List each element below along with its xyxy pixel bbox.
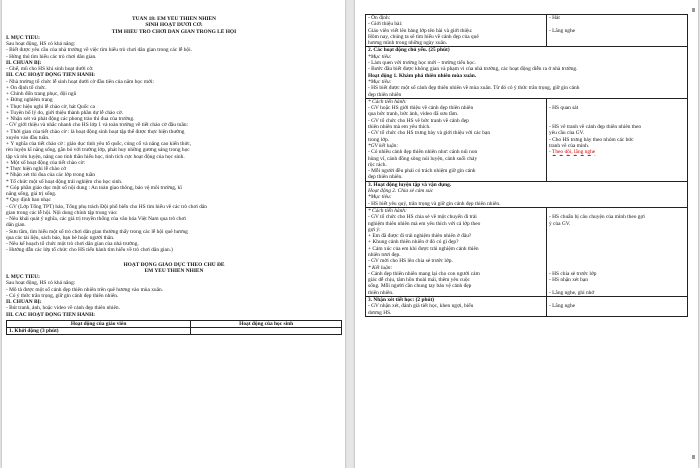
text-line: * Thực hiện nghi lễ chào cờ — [6, 166, 67, 172]
cell-line: *Mục tiêu: — [368, 78, 392, 85]
text-line: - Nêu khái quát ý nghĩa, các giá trị truyền thống của văn hóa Việt Nam qua trò chơi — [6, 216, 186, 222]
cell-line: thiên nhiên. — [368, 289, 394, 296]
text-line: + Thời gian của tiết chào cờ : là hoạt động sinh hoạt tập thể được thực hiện thường — [6, 128, 185, 135]
teacher-cell — [366, 181, 688, 207]
student-cell — [547, 15, 688, 47]
cell-line: - GV tổ chức cho HS chia sẻ về một chuyến đi trải — [368, 214, 477, 221]
table-row — [366, 181, 688, 207]
text-line: dân gian. — [6, 222, 26, 229]
text-line: II. CHUẨN BỊ: — [6, 59, 42, 66]
cell-line: 2. Các hoạt động chủ yếu. (25 phút) — [368, 47, 450, 54]
cell-line: nghiệm thiên nhiên mà em yêu thích với cả lớp theo — [368, 220, 481, 227]
text-line: Sau hoạt động, HS có khả năng: — [6, 41, 76, 47]
text-line: - Nhà trường tổ chức lễ sinh hoạt dưới cờ đầu tiên của năm học mới: — [6, 78, 154, 85]
cell-line: * Cách tiến hành: — [368, 98, 407, 105]
text-line: + Ý nghĩa của tiết chào cờ : giáo dục tình yêu tổ quốc, củng cố và nâng cao kiến thức, — [6, 141, 192, 147]
spacer — [6, 254, 342, 262]
text-line: I. MỤC TIÊU: — [6, 34, 40, 41]
cell-line: đẹp thiên nhiên. — [368, 174, 403, 181]
text-line: - Bút tranh, ảnh, hoặc video về cảnh đẹp thiên nhiên. — [6, 305, 120, 312]
cell-line: - HS quan sát — [549, 105, 579, 112]
cell-line: qua bức tranh, bức ảnh, video đã sưu tầm. — [368, 111, 459, 118]
text-line: + Chỉnh đốn trang phục, đội ngũ — [6, 91, 77, 97]
cell-line: nhiên tươi đẹp. — [368, 251, 401, 258]
text-line: tập và rèn luyện, nâng cao tinh thần hiếu học, tinh tích cực hoạt động của học sinh. — [6, 153, 185, 160]
text-line: - Biết được yêu cầu của nhà trường về việc tìm hiểu trò chơi dân gian trong các lễ hội. — [6, 47, 192, 54]
text-line: năng sống, giá trị sống. — [6, 191, 57, 197]
cell-line: - HS chia sẻ trước lớp — [549, 270, 597, 277]
cell-line: hùng vĩ, cánh đồng sông núi luyện, cánh suối chảy — [368, 155, 478, 162]
cell-line: Hoạt động 1. Khám phá thiên nhiên mùa xuân. — [368, 72, 477, 79]
activity-table — [6, 320, 342, 336]
text-line: - Nêu kế hoạch tổ chức một trò chơi dân gian của nhà trường. — [6, 241, 139, 247]
lesson-table — [365, 14, 688, 317]
table-row — [366, 15, 688, 47]
cell-line: - Lắng nghe, ghi nhớ — [549, 289, 595, 296]
cell-line: * Kết luận: — [368, 264, 393, 271]
table-row — [366, 297, 688, 317]
text-line: - GV giới thiệu và nhắc nhanh cho HS lớp 1 và toàn trường về tiết chào cờ đầu tuần: — [6, 122, 189, 129]
student-cell — [547, 98, 688, 181]
text-line: * Quy định ban nhạc — [6, 197, 51, 204]
text-line: - Có ý thức trân trọng, giữ gìn cảnh đẹp thiên nhiên. — [6, 292, 119, 299]
text-line: + Nhận xét và phát động các phong trào thi đua của trường. — [6, 116, 135, 122]
cell-line: - Bước đầu biết được không gian và phạm vi của nhà trường, các hoạt động diễn ra ở nhà trường. — [368, 66, 578, 73]
cell-line: + Em đã được đi trải nghiệm thiên nhiên ở đâu? — [368, 233, 472, 240]
cell-line: - Lắng nghe — [549, 27, 576, 34]
cell-line: - GV nhận xét, đánh giá tiết học, khen ngợi, biểu — [368, 303, 474, 310]
student-cell — [547, 207, 688, 296]
text-line: - Hứng thú tìm hiểu các trò chơi dân gian. — [6, 53, 97, 60]
cell-line: - Làm quen với trường học mới – trường tiểu học. — [368, 60, 476, 67]
text-line: gian trong các lễ hội. Nội dung chính tập trung vào: — [6, 209, 118, 216]
text-line: II. CHUẨN BỊ: — [6, 299, 42, 305]
right-page — [355, 0, 698, 468]
heading-line: TUẦN 18: EM YÊU THIÊN NHIÊN — [131, 16, 216, 22]
cell-line: hương mình trong những ngày xuân. — [368, 40, 448, 47]
teacher-cell — [366, 98, 547, 181]
teacher-cell — [366, 47, 688, 98]
cell-line: *Mục tiêu: — [368, 53, 392, 60]
cell-line: 3. Nhận xét tiết học: (2 phút) — [368, 297, 435, 304]
cell-line: - HS vẽ tranh về cảnh đẹp thiên nhiên theo — [549, 124, 642, 131]
cell-line: Hoạt động 2. Chia sẻ cảm xúc — [368, 188, 434, 195]
teacher-cell — [366, 297, 547, 317]
left-page — [2, 0, 345, 468]
cell-line: - GV mời cho HS lên chia sẻ trước lớp. — [368, 258, 453, 265]
cell-line: sống. Mỗi người cần chung tay bảo vệ cảnh đẹp — [368, 283, 472, 290]
cell-line: - Cảnh đẹp thiên nhiên mang lại cho con người cảm — [368, 270, 480, 277]
heading-line: TÌM HIỂU TRÒ CHƠI DÂN GIAN TRONG LỄ HỘI — [111, 28, 237, 35]
cell-line: - HS biết được một số cảnh đẹp thiên nhiên về mùa xuân. Từ đó có ý thức trân trọng, giữ gìn cảnh — [368, 85, 580, 92]
cell-line: tranh vẽ của mình. — [549, 142, 590, 149]
cell-line: Hôm nay, chúng ta sẽ tìm hiểu về cảnh đẹp của quê — [368, 33, 479, 40]
text-line: + Đứng nghiêm trang — [6, 97, 53, 104]
cell-line: rộc rách. — [368, 161, 387, 168]
cell-line: đẹp thiên nhiên — [368, 91, 402, 98]
cell-line: thiên nhiên mà em yêu thích. — [368, 124, 431, 131]
cell-line: - Giới thiệu bài: — [368, 21, 403, 28]
text-line: - Ghế, mũ cho HS khi sinh hoạt dưới cờ. — [6, 66, 94, 72]
column-header: Hoạt động của giáo viên — [7, 320, 191, 327]
cell-line: - GV tổ chức cho HS vẽ bức tranh về cảnh đẹp — [368, 117, 469, 124]
text-line: Sau hoạt động, HS có khả năng: — [6, 280, 76, 287]
cell-line: - GV tổ chức cho HS trưng bày và giới thiệu với các bạn — [368, 130, 491, 137]
heading-line: HOẠT ĐỘNG GIÁO DỤC THEO CHỦ ĐỀ — [123, 261, 225, 268]
cell-line: yêu cầu của GV. — [549, 130, 585, 137]
page-corner-mark — [692, 455, 695, 459]
text-line: * Góp phần giáo dục một số nội dung : An toàn giao thông, bảo vệ môi trường, kĩ — [6, 184, 182, 191]
column-header: Hoạt động của học sinh — [191, 320, 342, 327]
cell-line: dương HS. — [368, 309, 392, 316]
text-line: + Thực hiện nghi lễ chào cờ, hát Quốc ca — [6, 103, 95, 110]
cell-line: - HS chuẩn bị câu chuyện của mình theo gợi — [549, 214, 645, 221]
text-line: - Sưu tầm, tìm hiểu một số trò chơi dân gian thường thấy trong các lễ hội quê hương — [6, 228, 188, 235]
cell-line: - HS nhận xét bạn — [549, 277, 588, 284]
cell-line: - Ổn định: — [368, 15, 391, 21]
heading-line: EM YÊU THIÊN NHIÊN — [144, 267, 204, 274]
cell-line: - GV hoặc HS giới thiệu về cảnh đẹp thiên nhiên — [368, 105, 474, 112]
text-line: rèn luyện kĩ năng sống, gắn bó với trường lớp, phát huy những gương sáng trong học — [6, 147, 190, 154]
text-line: + Một số hoạt động của tiết chào cờ: — [6, 159, 85, 166]
text-line: - Mô tả được một số cảnh đẹp thiên nhiên trên quê hương vào mùa xuân. — [6, 286, 164, 293]
cell-line: gợi ý: — [368, 226, 381, 233]
table-header-row — [7, 320, 342, 327]
table-cell — [191, 328, 342, 335]
cell-line: Giáo viên viết lên bảng lớp tên bài và giới thiệu: — [368, 27, 473, 34]
text-line: I. MỤC TIÊU: — [6, 274, 40, 280]
text-line: III. CÁC HOẠT ĐỘNG TIẾN HÀNH: — [6, 72, 96, 79]
cell-line: *GV kết luận: — [368, 142, 399, 149]
text-line: III. CÁC HOẠT ĐỘNG TIẾN HÀNH: — [6, 311, 96, 318]
left-page-content — [6, 16, 342, 335]
text-line: xuyên vào đầu tuần. — [6, 134, 50, 141]
cell-line: - Mỗi người đều phải có trách nhiệm giữ gìn cảnh — [368, 168, 476, 175]
student-cell — [547, 297, 688, 317]
cell-line: 3. Hoạt động luyện tập và vận dụng. — [368, 181, 452, 188]
cell-line: - Hát — [549, 15, 560, 21]
text-line: qua các tài liệu, sách báo, bạn bè hoặc người thân. — [6, 234, 115, 241]
table-row — [366, 98, 688, 181]
cell-line: * Cách tiến hành: — [368, 207, 407, 214]
text-line: * Tổ chức một số hoạt động trải nghiệm cho học sinh. — [6, 178, 123, 185]
cell-line: giác dễ chịu, tâm hồn thoải mái, thêm yêu cuộc — [368, 277, 470, 284]
cell-line: ý của GV. — [549, 220, 571, 227]
cell-line: + Khung cảnh thiên nhiên ở đó có gì đẹp? — [368, 239, 459, 246]
teacher-cell — [366, 207, 547, 296]
cell-line: - Có nhiều cảnh đẹp thiên nhiên như: cánh núi non — [368, 149, 478, 156]
cell-line: *Mục tiêu: — [368, 194, 392, 201]
teacher-cell — [366, 15, 547, 47]
cell-line: - HS biết yêu quý, trân trọng và giữ gìn cảnh đẹp thiên nhiên. — [368, 200, 501, 207]
table-row — [7, 328, 342, 335]
heading-line: SINH HOẠT DƯỚI CỜ: — [145, 22, 203, 29]
cell-line: + Cảm xúc của em khi được trải nghiệm cảnh thiên — [368, 245, 479, 252]
text-line: * Nhận xét thi đua của các lớp trong tuần — [6, 172, 95, 179]
table-row — [366, 207, 688, 296]
table-cell: 1. Khởi động (3 phút) — [7, 328, 191, 335]
text-line: - Hướng dẫn các lớp tổ chức cho HS tiến hành tìm hiểu về trò chơi dân gian.) — [6, 247, 173, 254]
text-line: + Tuyên bố lý do, giới thiệu thành phần dự lễ chào cờ. — [6, 109, 124, 116]
cell-line: - Theo dõi, lắng nghe — [549, 149, 596, 156]
cell-line: - Lắng nghe — [549, 303, 576, 310]
page-corner-mark — [692, 8, 695, 12]
cell-line: trong lớp. — [368, 136, 390, 143]
text-line: + Ổn định tổ chức. — [6, 84, 47, 91]
table-row — [366, 47, 688, 98]
text-line: - GV (Lớp Tổng TPT) bảo, Tổng phụ trách Đội phổ biến cho HS tìm hiểu về các trò chơi dân — [6, 203, 207, 210]
cell-line: - Cho HS trưng bày theo nhóm các bức — [549, 136, 634, 143]
